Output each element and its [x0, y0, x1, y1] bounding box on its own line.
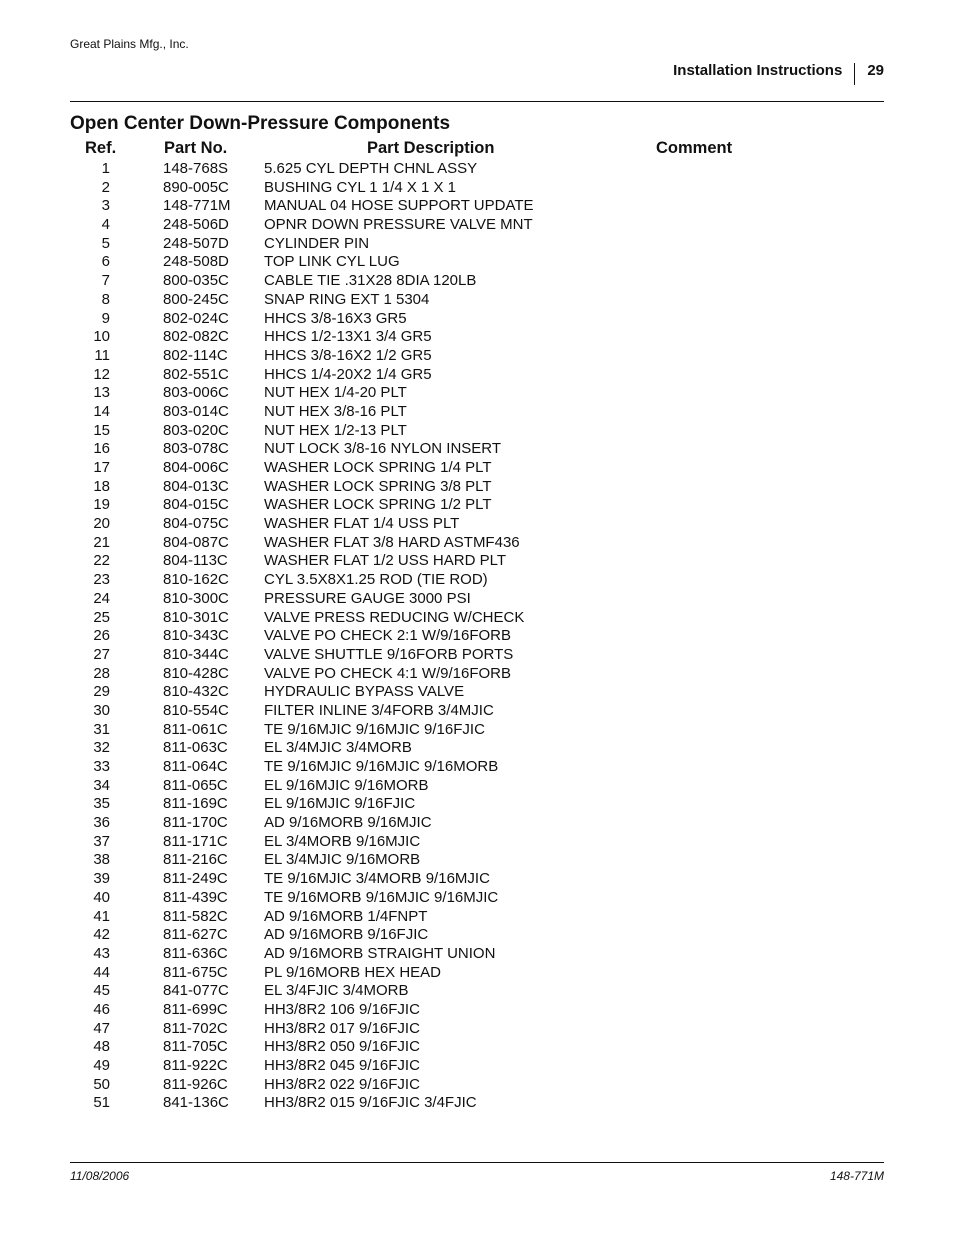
row-part-no: 804-113C	[163, 552, 228, 570]
row-description: EL 9/16MJIC 9/16MORB	[264, 776, 429, 794]
row-part-no: 810-300C	[163, 589, 229, 607]
row-part-no: 811-582C	[163, 907, 228, 925]
row-description: WASHER FLAT 1/4 USS PLT	[264, 515, 460, 533]
table-row	[70, 758, 884, 777]
table-row	[70, 908, 884, 927]
row-ref: 47	[93, 1019, 110, 1037]
row-part-no: 804-015C	[163, 496, 229, 514]
row-ref: 12	[93, 365, 110, 383]
table-row	[70, 197, 884, 216]
table-row	[70, 702, 884, 721]
table-row	[70, 478, 884, 497]
table-row	[70, 609, 884, 628]
row-ref: 23	[93, 571, 110, 589]
row-part-no: 803-006C	[163, 384, 229, 402]
row-ref: 3	[101, 197, 110, 215]
table-row	[70, 814, 884, 833]
row-ref: 34	[93, 776, 110, 794]
row-part-no: 802-114C	[163, 346, 228, 364]
row-part-no: 811-702C	[163, 1019, 228, 1037]
row-description: HH3/8R2 017 9/16FJIC	[264, 1019, 420, 1037]
table-row	[70, 1057, 884, 1076]
row-description: NUT LOCK 3/8-16 NYLON INSERT	[264, 440, 502, 458]
row-description: HH3/8R2 106 9/16FJIC	[264, 1000, 420, 1018]
footer-rule	[70, 1162, 884, 1163]
row-part-no: 841-136C	[163, 1094, 229, 1112]
table-row	[70, 328, 884, 347]
row-description: HHCS 1/4-20X2 1/4 GR5	[264, 365, 432, 383]
table-row	[70, 496, 884, 515]
row-part-no: 803-014C	[163, 402, 229, 420]
row-ref: 41	[93, 907, 110, 925]
row-part-no: 248-506D	[163, 216, 229, 234]
table-row	[70, 1076, 884, 1095]
row-part-no: 810-301C	[163, 608, 229, 626]
row-part-no: 811-061C	[163, 720, 228, 738]
row-ref: 7	[101, 272, 110, 290]
section-name: Installation Instructions	[673, 61, 843, 79]
table-row	[70, 515, 884, 534]
row-description: WASHER LOCK SPRING 3/8 PLT	[264, 477, 492, 495]
row-ref: 35	[93, 795, 110, 813]
row-part-no: 811-170C	[163, 814, 228, 832]
row-description: HHCS 3/8-16X2 1/2 GR5	[264, 346, 432, 364]
row-description: NUT HEX 1/4-20 PLT	[264, 384, 407, 402]
table-row	[70, 310, 884, 329]
row-description: NUT HEX 3/8-16 PLT	[264, 402, 407, 420]
row-part-no: 811-063C	[163, 739, 228, 757]
row-ref: 11	[94, 346, 110, 364]
page-number: 29	[867, 61, 884, 79]
row-part-no: 811-705C	[163, 1038, 228, 1056]
row-part-no: 841-077C	[163, 982, 229, 1000]
row-part-no: 810-554C	[163, 701, 229, 719]
row-ref: 22	[93, 552, 110, 570]
row-description: HH3/8R2 022 9/16FJIC	[264, 1075, 420, 1093]
row-description: TOP LINK CYL LUG	[264, 253, 400, 271]
row-description: BUSHING CYL 1 1/4 X 1 X 1	[264, 178, 457, 196]
row-part-no: 810-343C	[163, 627, 229, 645]
row-ref: 5	[101, 234, 110, 252]
row-ref: 46	[93, 1000, 110, 1018]
table-row	[70, 739, 884, 758]
row-part-no: 811-064C	[163, 758, 228, 775]
row-part-no: 800-245C	[163, 290, 229, 308]
row-description: EL 3/4FJIC 3/4MORB	[264, 982, 409, 1000]
row-description: CYL 3.5X8X1.25 ROD (TIE ROD)	[264, 571, 488, 589]
table-row	[70, 870, 884, 889]
row-ref: 48	[93, 1038, 110, 1056]
row-description: PL 9/16MORB HEX HEAD	[264, 963, 442, 981]
table-row	[70, 1038, 884, 1057]
row-part-no: 811-065C	[163, 776, 228, 794]
table-row	[70, 160, 884, 179]
row-ref: 4	[101, 216, 110, 234]
table-row	[70, 982, 884, 1001]
row-ref: 10	[93, 328, 110, 346]
row-part-no: 811-439C	[163, 888, 228, 906]
row-part-no: 803-078C	[163, 440, 229, 458]
row-part-no: 890-005C	[163, 178, 229, 196]
table-row	[70, 889, 884, 908]
header-description: Part Description	[367, 139, 495, 157]
row-part-no: 803-020C	[163, 421, 229, 439]
table-row	[70, 833, 884, 852]
row-ref: 40	[93, 888, 110, 906]
table-row	[70, 253, 884, 272]
row-ref: 33	[93, 758, 110, 775]
page-header	[673, 59, 884, 81]
table-row	[70, 571, 884, 590]
table-row	[70, 683, 884, 702]
table-row	[70, 384, 884, 403]
row-ref: 19	[93, 496, 110, 514]
header-rule	[70, 101, 884, 102]
row-ref: 42	[93, 926, 110, 944]
row-part-no: 148-771M	[163, 197, 231, 215]
row-description: NUT HEX 1/2-13 PLT	[264, 421, 407, 439]
row-ref: 49	[93, 1057, 110, 1074]
row-description: OPNR DOWN PRESSURE VALVE MNT	[264, 216, 533, 234]
table-row	[70, 347, 884, 366]
row-ref: 45	[93, 982, 110, 1000]
row-description: EL 3/4MJIC 9/16MORB	[264, 851, 421, 869]
row-ref: 29	[93, 683, 110, 701]
row-description: AD 9/16MORB STRAIGHT UNION	[264, 944, 496, 962]
row-description: 5.625 CYL DEPTH CHNL ASSY	[264, 160, 478, 177]
row-description: WASHER LOCK SPRING 1/2 PLT	[264, 496, 492, 514]
row-part-no: 802-024C	[163, 309, 229, 327]
header-comment: Comment	[656, 139, 733, 157]
row-part-no: 811-249C	[163, 870, 228, 888]
table-row	[70, 216, 884, 235]
table-row	[70, 552, 884, 571]
row-ref: 14	[93, 402, 110, 420]
row-ref: 27	[93, 645, 110, 663]
table-row	[70, 851, 884, 870]
row-ref: 39	[93, 870, 110, 888]
row-description: PRESSURE GAUGE 3000 PSI	[264, 589, 471, 607]
row-description: AD 9/16MORB 1/4FNPT	[264, 907, 428, 925]
row-ref: 37	[93, 832, 110, 850]
row-description: HH3/8R2 050 9/16FJIC	[264, 1038, 420, 1056]
company-name: Great Plains Mfg., Inc.	[70, 37, 189, 51]
parts-table	[70, 160, 884, 1113]
row-part-no: 810-344C	[163, 645, 229, 663]
row-description: TE 9/16MJIC 9/16MJIC 9/16FJIC	[264, 720, 485, 738]
row-ref: 13	[93, 384, 110, 402]
table-row	[70, 440, 884, 459]
table-row	[70, 291, 884, 310]
table-row	[70, 964, 884, 983]
row-description: HYDRAULIC BYPASS VALVE	[264, 683, 465, 701]
row-ref: 17	[93, 459, 110, 476]
row-part-no: 811-216C	[163, 851, 228, 869]
footer-doc-number: 148-771M	[829, 1169, 884, 1183]
row-description: CABLE TIE .31X28 8DIA 120LB	[264, 272, 477, 290]
row-ref: 30	[93, 701, 110, 719]
row-ref: 51	[93, 1094, 110, 1112]
table-row	[70, 721, 884, 740]
row-ref: 16	[93, 440, 110, 458]
row-description: EL 3/4MJIC 3/4MORB	[264, 739, 412, 757]
table-row	[70, 777, 884, 796]
row-part-no: 800-035C	[163, 272, 229, 290]
row-description: TE 9/16MJIC 3/4MORB 9/16MJIC	[264, 870, 490, 888]
row-part-no: 804-013C	[163, 477, 229, 495]
row-description: WASHER FLAT 1/2 USS HARD PLT	[264, 552, 506, 570]
table-row	[70, 646, 884, 665]
row-description: TE 9/16MORB 9/16MJIC 9/16MJIC	[264, 888, 499, 906]
row-part-no: 811-675C	[163, 963, 228, 981]
row-description: VALVE PO CHECK 2:1 W/9/16FORB	[264, 627, 512, 645]
row-description: CYLINDER PIN	[264, 234, 370, 252]
row-ref: 38	[93, 851, 110, 869]
header-part-no: Part No.	[164, 139, 228, 157]
footer-date: 11/08/2006	[70, 1169, 130, 1183]
table-row	[70, 235, 884, 254]
row-part-no: 810-428C	[163, 664, 229, 682]
row-ref: 31	[93, 720, 110, 738]
row-description: TE 9/16MJIC 9/16MJIC 9/16MORB	[264, 758, 499, 775]
section-title: Open Center Down-Pressure Components	[70, 113, 451, 134]
row-part-no: 811-171C	[163, 832, 228, 850]
row-part-no: 811-699C	[163, 1000, 228, 1018]
row-ref: 8	[101, 290, 110, 308]
table-row	[70, 590, 884, 609]
table-row	[70, 665, 884, 684]
row-part-no: 804-006C	[163, 459, 229, 476]
row-description: VALVE SHUTTLE 9/16FORB PORTS	[264, 645, 514, 663]
table-row	[70, 403, 884, 422]
row-ref: 32	[93, 739, 110, 757]
row-description: EL 3/4MORB 9/16MJIC	[264, 832, 421, 850]
row-part-no: 811-926C	[163, 1075, 228, 1093]
row-part-no: 804-075C	[163, 515, 229, 533]
row-description: SNAP RING EXT 1 5304	[264, 290, 430, 308]
row-part-no: 248-508D	[163, 253, 229, 271]
row-part-no: 802-551C	[163, 365, 229, 383]
table-row	[70, 627, 884, 646]
table-row	[70, 1001, 884, 1020]
row-description: HHCS 3/8-16X3 GR5	[264, 309, 407, 327]
row-ref: 50	[93, 1075, 110, 1093]
table-row	[70, 534, 884, 553]
table-row	[70, 366, 884, 385]
row-ref: 2	[101, 178, 110, 196]
table-row	[70, 795, 884, 814]
header-separator	[854, 63, 855, 85]
table-row	[70, 459, 884, 478]
row-description: WASHER FLAT 3/8 HARD ASTMF436	[264, 533, 520, 551]
table-row	[70, 945, 884, 964]
row-part-no: 248-507D	[163, 234, 229, 252]
row-part-no: 811-627C	[163, 926, 228, 944]
row-part-no: 802-082C	[163, 328, 229, 346]
row-ref: 26	[93, 627, 110, 645]
column-headers	[70, 139, 884, 159]
row-ref: 20	[93, 515, 110, 533]
row-ref: 9	[101, 309, 110, 327]
row-description: VALVE PRESS REDUCING W/CHECK	[264, 608, 525, 626]
row-ref: 18	[93, 477, 110, 495]
row-ref: 28	[93, 664, 110, 682]
row-ref: 25	[93, 608, 110, 626]
row-ref: 44	[93, 963, 110, 981]
row-ref: 15	[93, 421, 110, 439]
row-description: WASHER LOCK SPRING 1/4 PLT	[264, 459, 492, 476]
row-ref: 36	[93, 814, 110, 832]
row-description: AD 9/16MORB 9/16FJIC	[264, 926, 429, 944]
row-ref: 24	[93, 589, 110, 607]
header-ref: Ref.	[85, 139, 117, 157]
row-ref: 1	[101, 160, 110, 177]
table-row	[70, 926, 884, 945]
table-row	[70, 179, 884, 198]
row-description: FILTER INLINE 3/4FORB 3/4MJIC	[264, 701, 494, 719]
row-description: EL 9/16MJIC 9/16FJIC	[264, 795, 416, 813]
row-part-no: 810-432C	[163, 683, 229, 701]
row-ref: 21	[93, 533, 110, 551]
row-part-no: 811-636C	[163, 944, 228, 962]
row-description: HHCS 1/2-13X1 3/4 GR5	[264, 328, 432, 346]
row-part-no: 148-768S	[163, 160, 229, 177]
table-row	[70, 272, 884, 291]
table-row	[70, 422, 884, 441]
row-ref: 6	[101, 253, 110, 271]
row-ref: 43	[93, 944, 110, 962]
row-part-no: 810-162C	[163, 571, 229, 589]
row-part-no: 804-087C	[163, 533, 229, 551]
row-part-no: 811-169C	[163, 795, 228, 813]
row-description: HH3/8R2 015 9/16FJIC 3/4FJIC	[264, 1094, 477, 1112]
row-description: HH3/8R2 045 9/16FJIC	[264, 1057, 420, 1074]
row-description: VALVE PO CHECK 4:1 W/9/16FORB	[264, 664, 512, 682]
table-row	[70, 1094, 884, 1113]
row-description: AD 9/16MORB 9/16MJIC	[264, 814, 432, 832]
table-row	[70, 1020, 884, 1039]
row-part-no: 811-922C	[163, 1057, 228, 1074]
row-description: MANUAL 04 HOSE SUPPORT UPDATE	[264, 197, 534, 215]
